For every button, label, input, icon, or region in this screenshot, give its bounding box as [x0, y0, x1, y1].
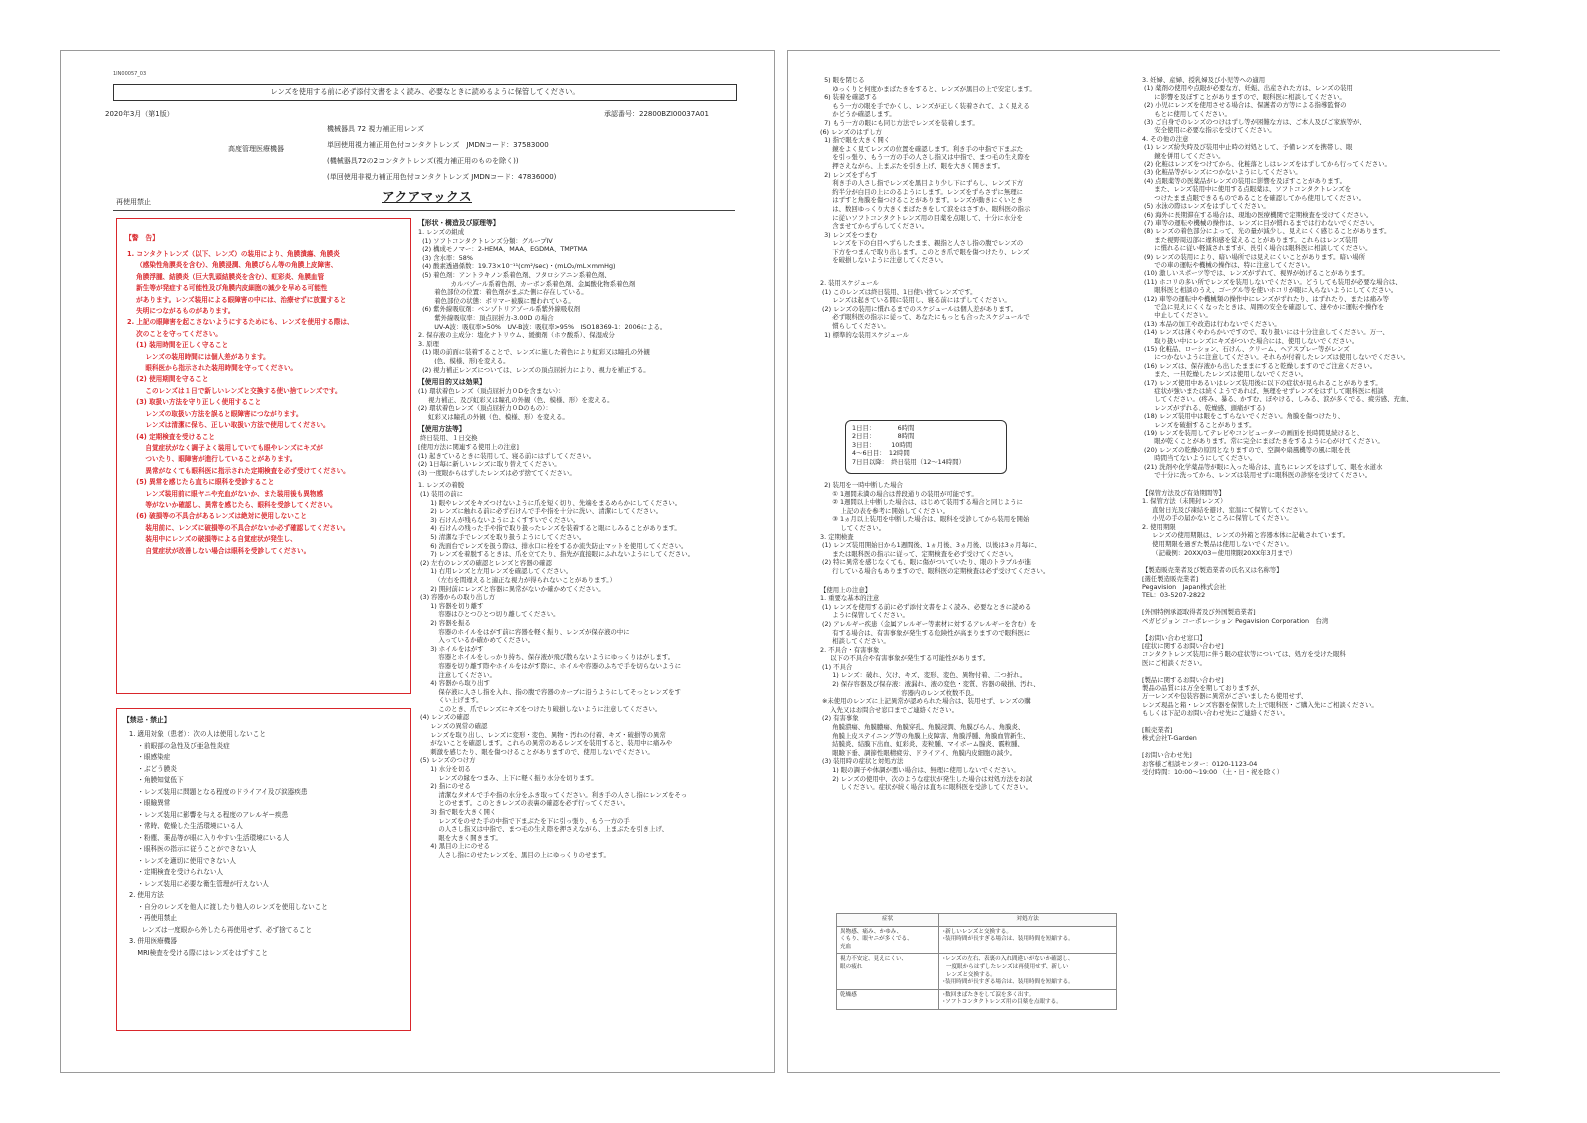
device-category	[327, 121, 556, 185]
wear-schedule-table: 1日目： 6時間 2日目： 8時間 3日目： 10時間 4～6日目： 12時間 7日目以降： 終日装用（12～14時間）	[845, 420, 1007, 474]
right-column-1-bottom	[820, 481, 1132, 911]
manufacturer-contact-section: 【製造販売業者及び製造業者の氏名又は名称等】 [選任製造販売業者] Pegavision Japan株式会社 TEL：03-5207-2822 [外国特例承認取得者及び外国製造業者] ペガビジョン コーポレーション Pegavision Corporation 台湾 【お問い合わせ窓口】 [症状に関するお問い合わせ] コンタクトレンズ装用に伴う眼の症状等については、処方を受けた眼科 医にご相談ください。 [製品に関するお問い合わせ] 製品の品質には万全を期しておりますが、 万一レンズや包装容器に異常がございましたら使用せず、 レンズ現品と箱・レンズ容器を保管した上で眼科医・ご購入先にご相談ください。 もしくは下記のお問い合わせ先にご連絡ください。 [販売業者] 株式会社T-Garden [お問い合わせ先] お客様ご相談センター：0120-1123-04 受付時間：10:00～19:00 （土・日・祝を除く）	[1142, 566, 1378, 776]
wear-schedule-section: 2. 装用スケジュール (1) このレンズは終日装用、1日使い捨てレンズです。 レンズは起きている間に装用し、寝る前にはずしてください。 (2) レンズの装用に慣れるまでのスケジュールは個人差があります。 必ず眼科医の指示に従って、あなたにもっとも合ったスケジュールで 慣らしてください。 1) 標準的な装用スケジュール	[820, 279, 1030, 339]
symptom-cell: 異物感、痛み、かゆみ、 くもり、眼ヤニが多くでる、 充血	[837, 926, 939, 954]
other-cautions: 3. 妊婦、産婦、授乳婦及び小児等への適用 (1) 薬剤の使用や点眼が必要な方、妊娠、出産された方は、レンズの装用 に影響を及ぼすことがありますので、眼科医に相談してください。 (2) 小児にレンズを使用させる場合は、保護者の方等による指導監督の もとに使用してください。 (3) ご自身でのレンズのつけはずし等が困難な方は、ご本人及びご家族等が、 安全使用に必要な指示を受けてください。 4. その他の注意 (1) レンズ紛失時及び装用中止時の対処として、予備レンズを携帯し、眼 鏡を併用してください。 (2) 化粧はレンズをつけてから、化粧落としはレンズをはずしてから行ってください。 (3) 化粧品等がレンズにつかないようにしてください。 (4) 点眼薬等の医薬品がレンズの装用に影響を及ぼすことがあります。 また、レンズ装用中に使用する点眼薬は、ソフトコンタクトレンズを つけたまま点眼できるものであることを確認してから使用してください。 (5) 水泳の際はレンズをはずしてください。 (6) 海外に長期滞在する場合は、現地の医療機関で定期検査を受けてください。 (7) 車等の運転や機械の操作は、レンズに目が慣れるまでは行わないでください。 (8) レンズの着色部分によって、光の量が減少し、見えにくく感じることがあります。 また視野周辺部に違和感を覚えることがあります。これらはレンズ装用 に慣れるに従い軽減されますが、長引く場合は眼科医に相談してください。 (9) レンズの装用により、暗い場所では見えにくいことがあります。暗い場所 での車の運転や機械の操作は、特に注意してください。 (10) 激しいスポーツ等では、レンズがずれて、視界が妨げることがあります。 (11) ホコリの多い所でレンズを装用しないでください。どうしても装用が必要な場合は、 眼科医と相談のうえ、ゴーグル等を使いホコリが眼に入らないようにしてください。 (12) 車等の運転中や機械類の操作中にレンズがずれたり、はずれたり、または痛み等 で急に見えにくくなったときは、周囲の安全を確認して、速やかに運転や操作を 中止してください。 (13) 本品の加工や改造は行わないでください。 (14) レンズは薄くやわらかいですので、取り扱いには十分注意してください。万一、 取り扱い中にレンズにキズがついた場合には、使用しないでください。 (15) 化粧品、ローション、石けん、クリーム、ヘアスプレー等がレンズ につかないように注意してください。それらが付着したレンズは使用しないでください。 (16) レンズは、保存液から出したままにすると乾燥しますのでご注意ください。 また、一旦乾燥したレンズは使用しないでください。 (17) レンズ使用中あるいはレンズ装用後に以下の症状が見られることがあります。 症状が強いまたは続くようであれば、無理をせずレンズをはずして眼科医に相談 してください。(疼み、暴る、かすむ、ぼやける、しみる、涙が多くでる、疲労感、充血、 レンズがずれる、乾燥感、頭痛がする) (18) レンズ装用中は眼をこすらないでください。角膜を傷つけたり、 レンズを破損することがあります。 (19) レンズを装用してテレビやコンピューターの画面を長時間見続けると、 眼が乾くことがあります。常に完全にまばたきをするように心がけてください。 (20) レンズの乾燥の原因となりますので、空調や扇風機等の風に眼を長 時間当てないようにしてください。 (21) 洗剤や化学薬品等が眼に入った場合は、直ちにレンズをはずして、眼を水道水 で十分に洗ってから、レンズは装用せずに眼科医の診察を受けてください。	[1142, 76, 1413, 480]
remedy-cell: ･レンズの左右、表裏の入れ間違いがないか確認し、 一度眼からはずしたレンズは再使用せず、新しい レンズと交換する。 ･装用時間が長すぎる場合は、装用時間を短縮する。	[939, 954, 1117, 989]
header-divider	[113, 210, 735, 211]
warning-body: 1. コンタクトレンズ（以下、レンズ）の装用により、角膜潰瘍、角膜炎 （感染性角膜炎を含む）、角膜浸潤、角膜びらん等の角膜上皮障害、 角膜浮腫、結膜炎（巨大乳頭結膜炎を含む）、虹彩炎、角膜血管 新生等が発症する可能性及び角膜内皮細胞の減少を早める可能性 があります。レンズ装用による眼障害の中には、治療せずに放置すると 失明につながるものがあります。 2. 上記の眼障害を起こさないようにするためにも、レンズを使用する際は、 次のことを守ってください。 (1) 装用時間を正しく守ること レンズの装用時間には個人差があります。 眼科医から指示された装用時間を守ってください。 (2) 使用期間を守ること このレンズは１日で新しいレンズと交換する使い捨てレンズです。 (3) 取扱い方法を守り正しく使用すること レンズの取扱い方法を誤ると眼障害につながります。 レンズは清潔に保ち、正しい取扱い方法で使用してください。 (4) 定期検査を受けること 自覚症状がなく調子よく装用していても眼やレンズにキズが ついたり、眼障害が進行していることがあります。 異常がなくても眼科医に指示された定期検査を必ず受けてください。 (5) 異常を感じたら直ちに眼科を受診すること レンズ装用前に眼ヤニや充血がないか、また装用後も異物感 等がないか確認し、異常を感じたら、眼科を受診してください。 (6) 破損等の不具合があるレンズは絶対に使用しないこと 装用前に、レンズに破損等の不具合がないか必ず確認してください。 装用中にレンズの破損等による自覚症状が発生し、 自覚症状が改善しない場合は眼科を受診してください。	[127, 250, 354, 555]
table-row	[837, 989, 1117, 1009]
reuse-prohibited: 再使用禁止	[116, 198, 151, 206]
left-column-2	[418, 218, 770, 1038]
shape-section-title: 【形状・構造及び原理等】	[418, 219, 500, 227]
usage-section-title: 【使用方法等】	[418, 425, 466, 434]
approval-number: 承認番号：22800BZI00037A01	[604, 110, 709, 118]
schedule-interruption: 2) 装用を一時中断した場合 ① 1週間未満の場合は普段通りの装用が可能です。 ② 1週間以上中断した場合は、はじめて装用する場合と同じように 上記の表を参考に開始してください。 ③ 1ヵ月以上装用を中断した場合は、眼科を受診してから装用を開始 してください。 3. 定期検査 (1) レンズ装用開始日から1週間後、1ヵ月後、3ヵ月後、以後は3ヵ月毎に、 または眼科医の指示に従って、定期検査を必ず受けてください。 (2) 特に異常を感じなくても、眼に傷がついていたり、眼のトラブルが進 行している場合もありますので、眼科医の定期検査は必ず受けてください。	[820, 481, 1050, 575]
usage-notice-box: レンズを使用する前に必ず添付文書をよく読み、必要なときに読めるように保管してください。	[113, 84, 737, 101]
remedy-cell: ･新しいレンズと交換する。 ･装用時間が長すぎる場合は、装用時間を短縮する。	[939, 926, 1117, 954]
device-class: 高度管理医療機器	[228, 145, 284, 153]
warning-box	[116, 218, 411, 694]
storage-section: 【保管方法及び有効期間等】 1. 保管方法（未開封レンズ） 直射日光及び凍結を避け、室温にて保管してください。 小児の手の届かないところに保管してください。 2. 使用期限 レンズの使用期限は、レンズの外箱と容器本体に記載されています。 使用期限を過ぎた製品は使用しないでください。 （記載例：20XX/03＝使用期限20XX年3月まで）	[1142, 488, 1350, 557]
symptom-table	[836, 913, 1117, 1010]
category-line: (単回使用非視力補正用色付コンタクトレンズ JMDNコード：47836000)	[327, 173, 557, 181]
purpose-section-body: (1) 環状着色レンズ（頂点屈折力０Dを含まない）： 視力補正、及び虹彩又は瞳孔の外観（色、模様、形）を変える。 (2) 環状着色レンズ（頂点屈折力０Dのもの）： 虹彩又は瞳孔の外観（色、模様、形）を変える。	[418, 387, 614, 421]
warning-title: 【警 告】	[125, 234, 159, 242]
right-column-2	[1142, 76, 1494, 1056]
table-row	[837, 954, 1117, 989]
purpose-section-title: 【使用目的又は効果】	[418, 378, 486, 387]
symptom-header: 症状	[837, 914, 939, 927]
shape-section-body: 1. レンズの組成 (1) ソフトコンタクトレンズ分類：グループⅣ (2) 構成モノマー：2-HEMA、MAA、EGDMA、TMPTMA (3) 含水率：58% (4) 酸素透過係数：19.73×10⁻¹¹(cm²/sec)・(mLO₂/mL×mmHg) (5) 着色剤：アントラキノン系着色剤、フタロシアニン系着色剤、 カルバゾール系着色剤、カーボン系着色剤、金属酸化物系着色剤 着色部位の位置：着色剤がまぶた側に存在している。 着色部位の状態：ポリマー被膜に覆われている。 (6) 紫外線吸収剤：ベンゾトリアゾール系紫外線吸収剤 紫外線吸収率：頂点屈折力-3.00D の場合 UV-A波：吸収率>50% UV-B波：吸収率>95% ISO18369-1：2006による。 2. 保存液の主成分：塩化ナトリウム、緩衝剤（ホウ酸系）、保湿成分 3. 原理 (1) 眼の前面に装着することで、レンズに施した着色により虹彩又は瞳孔の外観 (色、模様、形)を変える。 (2) 視力補正レンズについては、レンズの頂点屈折力により、視力を補正する。	[418, 228, 667, 374]
lens-handling-body: 1. レンズの着脱 (1) 装用の前に 1) 眼やレンズをキズつけないように爪を短く切り、先端をまるめらかにしてください。 2) レンズに触れる前に必ず石けんで手や指を十分に洗い、清潔にしてください。 3) 石けんが残らないようによくすすいでください。 4) 石けんの残った手や指で取り扱ったレンズを装着すると眼にしみることがあります。 5) 清潔な手でレンズを取り扱うようにしてください。 6) 洗面台でレンズを扱う際は、排水口に栓をするか流失防止マットを使用してください。 7) レンズを着脱するときは、爪を立てたり、指先が直接眼にふれないようにしてください。 (2) 左右のレンズの確認とレンズと容器の確認 1) 右用レンズと左用レンズを確認してください。 （左右を間違えると適正な視力が得られないことがあります。） 2) 開封前にレンズと容器に異常がないか確かめてください。 (3) 容器からの取り出し方 1) 容器を切り離す 容器はひとつひとつ切り離してください。 2) 容器を振る 容器のホイルをはがす前に容器を軽く振り、レンズが保存液の中に 入っているか確かめてください。 3) ホイルをはがす 容器とホイルをしっかり持ち、保存液が飛び散らないようにゆっくりはがします。 容器を切り離す際やホイルをはがす際に、ホイルや容器のふちで手を切らないように 注意してください。 4) 容器から取り出す 保存液に人さし指を入れ、指の腹で容器のカーブに沿うようにしてそっとレンズをす くい上げます。 このとき、爪でレンズにキズをつけたり破損しないように注意してください。 (4) レンズの確認 レンズの異常の確認 レンズを取り出し、レンズに変形・変色、異物・汚れの付着、キズ・破損等の異常 がないことを確認します。これらの異常のあるレンズを装用すると、装用中に痛みや 刺激を感じたり、眼を傷つけることがありますので、使用しないでください。 (5) レンズのつけ方 1) 水分を切る レンズの縁をつまみ、上下に軽く振り水分を切ります。 2) 指にのせる 清潔なタオルで手や指の水分をふき取ってください。利き手の人さし指にレンズをそっ とのせます。このときレンズの表裏の確認を必ず行ってください。 3) 指で眼を大きく開く レンズをのせた手の中指で下まぶたを下に引っ張り、もう一方の手 の人さし指又は中指で、まつ毛の生え際を押さえながら、上まぶたを引き上げ、 眼を大きく開きます。 4) 黒目の上にのせる 人さし指にのせたレンズを、黒目の上にゆっくりのせます。	[418, 481, 695, 859]
removal-instructions: 5) 眼を閉じる ゆっくりと何度かまばたきをすると、レンズが黒目の上で安定します。 6) 装着を確認する もう一方の眼を手でかくし、レンズが正しく装着されて、よく見える かどうか確認します。 7) もう一方の眼にも同じ方法でレンズを装着します。 (6) レンズのはずし方 1) 指で眼を大きく開く 鏡をよく見てレンズの位置を確認します。利き手の中指で下まぶた を引っ張り、もう一方の手の人さし指又は中指で、まつ毛の生え際を 押さえながら、上まぶたを引き上げ、眼を大きく開きます。 2) レンズをずらす 利き手の人さし指でレンズを黒目より少し下にずらし、レンズ下方 約半分が白目の上にのるようにします。レンズをずらさずに無理に はずすと角膜を傷つけることがあります。レンズが動きにくいとき は、数回ゆっくり大きくまばたきをして涙をはさすか、眼科医の指示 に従いソフトコンタクトレンズ用の目薬を点眼して、十分に水分を 含ませてからずらしてください。 3) レンズをつまむ レンズを下の白目へずらしたまま、親指と人さし指の腹でレンズの 下方をつまんで取り出します。このとき爪で眼を傷つけたり、レンズ を破損しないように注意してください。	[820, 76, 1036, 265]
contraindication-body: 1. 適用対象（患者）：次の人は使用しないこと ・前眼部の急性及び亜急性炎症 ・眼感染症 ・ぶどう膜炎 ・角膜知覚低下 ・レンズ装用に問題となる程度のドライアイ及び涙器疾患 ・眼瞼異常 ・レンズ装用に影響を与える程度のアレルギー疾患 ・常時、乾燥した生活環境にいる人 ・粉塵、薬品等が眼に入りやすい生活環境にいる人 ・眼科医の指示に従うことができない人 ・レンズを適切に使用できない人 ・定期検査を受けられない人 ・レンズ装用に必要な衛生管理が行えない人 2. 使用方法 ・自分のレンズを他人に渡したり他人のレンズを使用しないこと ・再使用禁止 レンズは一度眼から外したら再使用せず、必ず捨てること 3. 併用医療機器 MRI検査を受ける際にはレンズをはずすこと	[129, 730, 328, 957]
right-column-1-top	[820, 76, 1132, 421]
usage-section-body: 終日装用、１日交換 [使用方法に関連する使用上の注意] (1) 起きているときに装用して、寝る前にはずしてください。 (2) 1日毎に新しいレンズに取り替えてください。 (3) 一度眼からはずしたレンズは必ず捨ててください。	[418, 434, 596, 477]
category-line: (機械器具72の2コンタクトレンズ(視力補正用のものを除く))	[327, 157, 519, 165]
category-line: 機械器具 72 視力補正用レンズ	[327, 125, 424, 133]
symptom-cell: 乾燥感	[837, 989, 939, 1009]
document-code: 1IN00057_03	[113, 71, 147, 77]
table-row	[837, 926, 1117, 954]
edition-date: 2020年3月（第1版）	[105, 110, 174, 118]
contraindication-title: 【禁忌・禁止】	[123, 716, 171, 724]
usage-cautions: 【使用上の注意】 1. 重要な基本的注意 (1) レンズを使用する前に必ず添付文書をよく読み、必要なときに読める ように保管してください。 (2) アレルギー疾患（金属アレルギー等素材に対するアレルギーを含む）を 有する場合は、有害事象が発生する危険性が高まりますので眼科医に 相談してください。 2. 不具合・有害事象 以下の不具合や有害事象が発生する可能性があります。 (1) 不具合 1) レンズ：破れ、欠け、キズ、変形、変色、異物付着、二つ折れ。 2) 保存容器及び保存液：液漏れ、液の変色・変質、容器の破損、汚れ、 容器内のレンズ枚数不良。 ※未使用のレンズに上記異常が認められた場合は、装用せず、レンズの購 入先又はお問合せ窓口までご連絡ください。 (2) 有害事象 角膜潰瘍、角膜膿瘍、角膜穿孔、角膜浸潤、角膜びらん、角膜炎、 角膜上皮ステイニング等の角膜上皮障害、角膜浮腫、角膜血管新生、 結膜炎、結膜下出血、虹彩炎、麦粒腫、マイボーム腺炎、霰粒腫、 眼瞼下垂、調節性眼精疲労、ドライアイ、角膜内皮細胞の減少。 (3) 装用時の症状と対処方法 1) 眼の調子や体調が悪い場合は、無理に使用しないでください。 2) レンズの使用中、次のような症状が発生した場合は対処方法をお試 しください。症状が続く場合は直ちに眼科医を受診してください。	[820, 585, 1040, 792]
symptom-table-header	[837, 914, 1117, 927]
remedy-header: 対処方法	[939, 914, 1117, 927]
contraindication-box	[116, 708, 411, 1031]
remedy-cell: ･数回まばたきをして涙を多く出す。 ･ソフトコンタクトレンズ用の目薬を点眼する。	[939, 989, 1117, 1009]
category-line: 単回使用視力補正用色付コンタクトレンズ JMDNコード：37583000	[327, 141, 549, 149]
symptom-cell: 視力不安定、見えにくい、 眼の疲れ	[837, 954, 939, 989]
product-name: アクアマックス	[382, 189, 473, 204]
